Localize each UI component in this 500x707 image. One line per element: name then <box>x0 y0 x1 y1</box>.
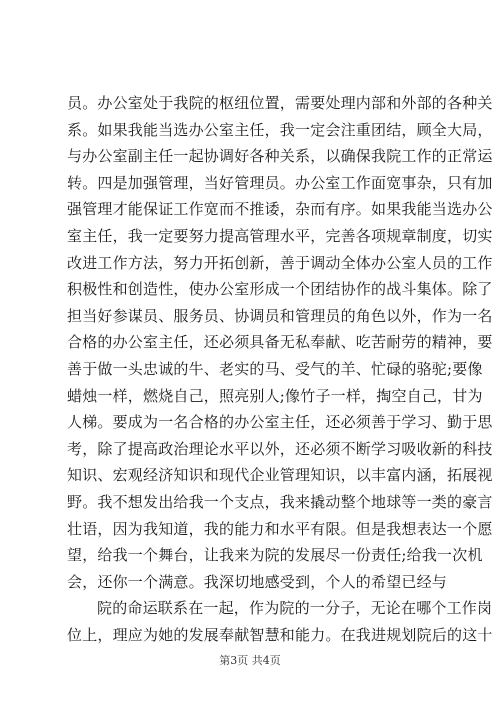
page-footer <box>0 652 500 668</box>
text-line: 知识、宏观经济知识和现代企业管理知识，以丰富内涵，拓展视 <box>67 466 493 485</box>
text-line: 善于做一头忠诚的牛、老实的马、受气的羊、忙碌的骆驼;要像 <box>67 359 483 378</box>
text-line: 系。如果我能当选办公室主任，我一定会注重团结，顾全大局， <box>67 120 493 139</box>
text-line: 合格的办公室主任，还必须具备无私奉献、吃苦耐劳的精神，要 <box>67 333 493 352</box>
text-line: 强管理才能保证工作宽而不推诿，杂而有序。如果我能当选办公 <box>67 200 493 219</box>
text-line: 室主任，我一定要努力提高管理水平，完善各项规章制度，切实 <box>67 226 493 245</box>
text-line: 壮语，因为我知道，我的能力和水平有限。但是我想表达一个愿 <box>67 519 493 538</box>
text-line: 改进工作方法，努力开拓创新，善于调动全体办公室人员的工作 <box>67 253 493 272</box>
page-number-label: 第3页 共4页 <box>219 654 281 667</box>
body-text <box>67 90 493 648</box>
text-line: 考，除了提高政治理论水平以外，还必须不断学习吸收新的科技 <box>67 439 493 458</box>
text-line: 野。我不想发出给我一个支点，我来撬动整个地球等一类的豪言 <box>67 492 493 511</box>
text-line: 积极性和创造性，使办公室形成一个团结协作的战斗集体。除了 <box>67 280 493 299</box>
text-line: 担当好参谋员、服务员、协调员和管理员的角色以外，作为一名 <box>67 306 493 325</box>
text-line: 转。四是加强管理，当好管理员。办公室工作面宽事杂，只有加 <box>67 173 493 192</box>
text-line: 蜡烛一样，燃烧自己，照亮别人;像竹子一样，掏空自己，甘为 <box>67 386 483 405</box>
text-line: 会，还你一个满意。我深切地感受到，个人的希望已经与 <box>67 572 448 591</box>
text-line: 位上，理应为她的发展奉献智慧和能力。在我进规划院后的这十 <box>67 625 493 644</box>
text-line: 人梯。要成为一名合格的办公室主任，还必须善于学习、勤于思 <box>67 413 493 432</box>
text-line: 与办公室副主任一起协调好各种关系，以确保我院工作的正常运 <box>67 147 493 166</box>
text-line: 员。办公室处于我院的枢纽位置，需要处理内部和外部的各种关 <box>67 94 493 112</box>
text-line: 望，给我一个舞台，让我来为院的发展尽一份责任;给我一次机 <box>67 546 483 565</box>
paragraph-first-line: 院的命运联系在一起，作为院的一分子，无论在哪个工作岗 <box>97 599 493 618</box>
